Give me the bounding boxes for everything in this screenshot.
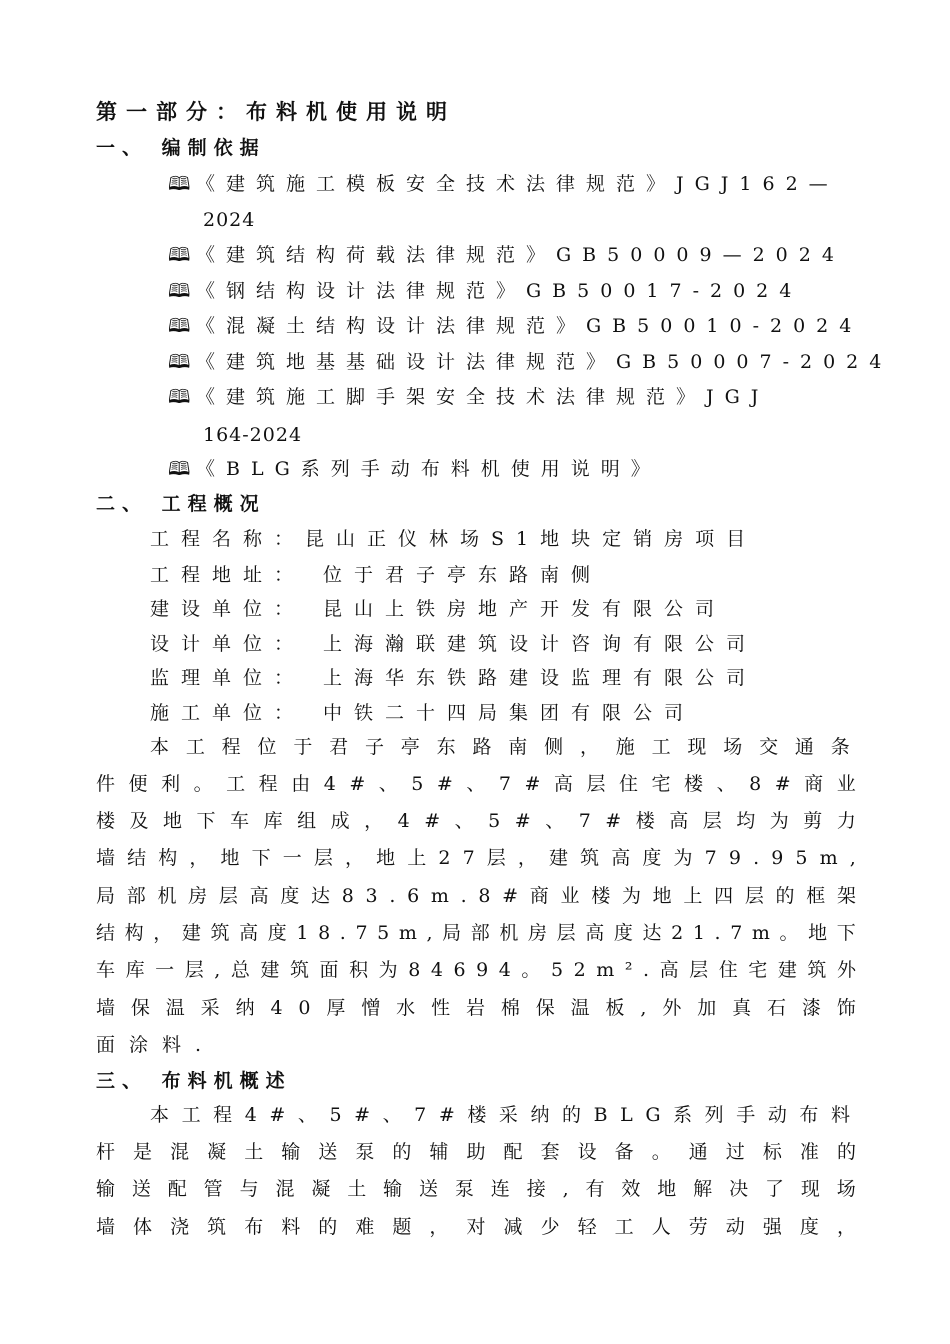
project-info-row: 工程名称：昆山正仪林场S1地块定销房项目: [150, 528, 758, 550]
section-heading-3: 三、 布料机概述: [96, 1070, 292, 1092]
reference-text: 《建筑结构荷载法律规范》GB50009—2024: [196, 244, 845, 266]
section-heading-1: 一、 编制依据: [96, 137, 266, 159]
reference-text: 《建筑施工脚手架安全技术法律规范》JGJ: [196, 386, 770, 408]
paragraph-line: 车 库 一 层 , 总 建 筑 面 积 为 8 4 6 9 4 。 5 2 m ² . 高 层 住 宅 建 筑 外: [96, 959, 856, 981]
book-icon: 🕮: [168, 315, 191, 337]
paragraph-line: 局 部 机 房 层 高 度 达 8 3 . 6 m . 8 # 商 业 楼 为 地 上 四 层 的 框 架: [96, 885, 856, 907]
book-icon: 🕮: [168, 244, 191, 266]
paragraph-line: 本 工 程 位 于 君 子 亭 东 路 南 侧 ， 施 工 现 场 交 通 条: [150, 736, 850, 758]
reference-item: [168, 385, 769, 409]
book-icon: 🕮: [168, 351, 191, 373]
paragraph-line: 结 构 ， 建 筑 高 度 1 8 . 7 5 m , 局 部 机 房 层 高 度 达 2 1 . 7 m 。 地 下: [96, 922, 856, 944]
project-info-row: 设计单位： 上海瀚联建筑设计咨询有限公司: [150, 633, 758, 655]
paragraph-line: 墙 保 温 采 纳 4 0 厚 憎 水 性 岩 棉 保 温 板 , 外 加 真 石 漆 饰: [96, 997, 856, 1019]
reference-text: 《建筑施工模板安全技术法律规范》JGJ162—: [196, 173, 839, 195]
reference-item: [168, 314, 862, 338]
reference-item: [168, 243, 845, 267]
paragraph-line: 面涂料.: [96, 1034, 216, 1056]
project-info-row: 建设单位： 昆山上铁房地产开发有限公司: [150, 598, 727, 620]
paragraph-line: 墙 体 浇 筑 布 料 的 难 题 ， 对 减 少 轻 工 人 劳 动 强 度 ，: [96, 1216, 856, 1238]
reference-continuation: 2024: [203, 209, 256, 231]
paragraph-line: 墙 结 构 ， 地 下 一 层 ， 地 上 2 7 层 ， 建 筑 高 度 为 7 9 . 9 5 m ,: [96, 847, 856, 869]
paragraph-line: 件 便 利 。 工 程 由 4 # 、 5 # 、 7 # 高 层 住 宅 楼 、 8 # 商 业: [96, 773, 856, 795]
reference-continuation: 164-2024: [203, 424, 303, 446]
project-info-row: 工程地址： 位于君子亭东路南侧: [150, 564, 603, 586]
book-icon: 🕮: [168, 386, 191, 408]
paragraph-line: 楼 及 地 下 车 库 组 成 ， 4 # 、 5 # 、 7 # 楼 高 层 均 为 剪 力: [96, 810, 856, 832]
reference-text: 《BLG系列手动布料机使用说明》: [196, 458, 661, 480]
reference-item: [168, 172, 839, 196]
section-heading-2: 二、 工程概况: [96, 493, 266, 515]
page-title: 第一部分：布料机使用说明: [96, 99, 456, 124]
reference-item: [168, 350, 892, 374]
project-info-row: 监理单位： 上海华东铁路建设监理有限公司: [150, 667, 758, 689]
book-icon: 🕮: [168, 458, 191, 480]
reference-text: 《建筑地基基础设计法律规范》GB50007-2024: [196, 351, 893, 373]
reference-item: [168, 279, 802, 303]
paragraph-line: 杆 是 混 凝 土 输 送 泵 的 辅 助 配 套 设 备 。 通 过 标 准 的: [96, 1141, 856, 1163]
book-icon: 🕮: [168, 280, 191, 302]
paragraph-line: 本 工 程 4 # 、 5 # 、 7 # 楼 采 纳 的 B L G 系 列 手 动 布 料: [150, 1104, 850, 1126]
paragraph-line: 输 送 配 管 与 混 凝 土 输 送 泵 连 接 , 有 效 地 解 决 了 现 场: [96, 1178, 856, 1200]
book-icon: 🕮: [168, 173, 191, 195]
project-info-row: 施工单位： 中铁二十四局集团有限公司: [150, 702, 696, 724]
reference-text: 《混凝土结构设计法律规范》GB50010-2024: [196, 315, 863, 337]
reference-text: 《钢结构设计法律规范》GB50017-2024: [196, 280, 803, 302]
reference-item: [168, 457, 661, 481]
